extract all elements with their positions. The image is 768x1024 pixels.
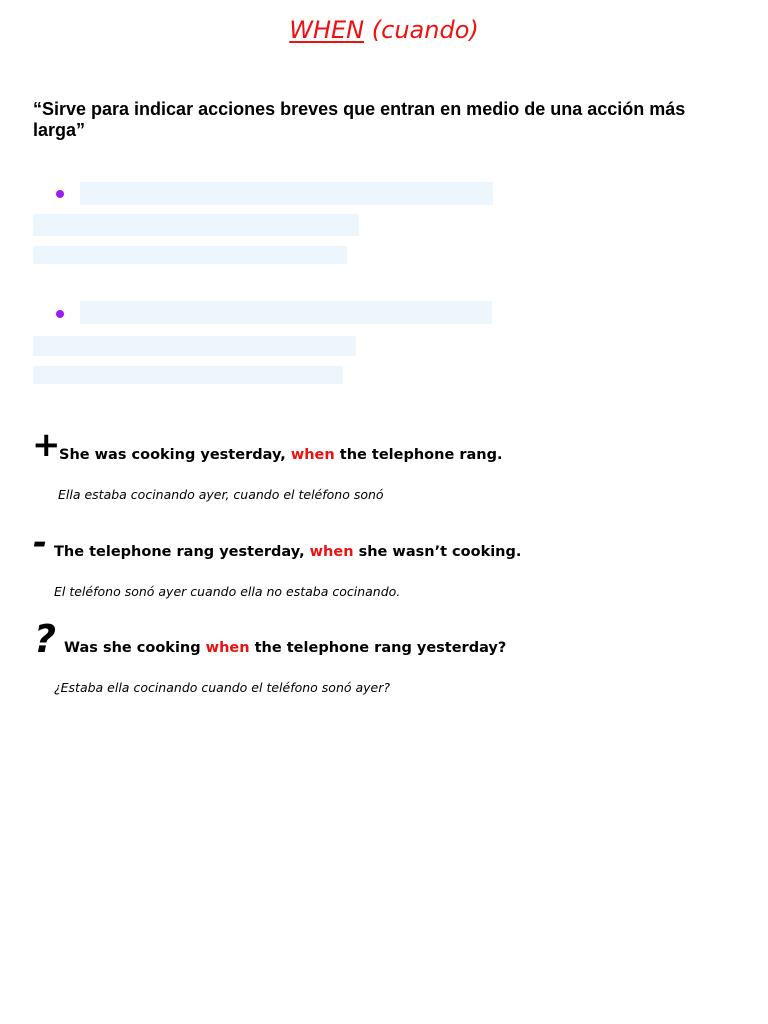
page-title [0,16,768,44]
bullet-point [56,190,64,198]
title-keyword: WHEN [289,16,365,44]
example-text: The telephone rang yesterday, [54,544,310,560]
keyword-when: when [205,640,250,656]
bullet-point [56,310,64,318]
definition-quote: “Sirve para indicar acciones breves que entran en medio de una acción más larga” [33,99,686,140]
negative-translation: El teléfono sonó ayer cuando ella no estaba cocinando. [54,584,401,599]
blank-placeholder [33,246,347,264]
negative-example [54,543,521,561]
example-text: She was cooking yesterday, [59,447,291,463]
blank-placeholder [80,301,492,324]
example-text: the telephone rang yesterday? [249,640,507,656]
blank-placeholder [33,366,343,384]
plus-sign: + [32,425,61,465]
keyword-when: when [309,544,354,560]
affirmative-example [59,446,503,464]
example-text: she wasn’t cooking. [353,544,522,560]
blank-placeholder [33,214,359,236]
blank-placeholder [33,336,356,356]
interrogative-translation: ¿Estaba ella cocinando cuando el teléfono sonó ayer? [54,680,391,695]
affirmative-translation: Ella estaba cocinando ayer, cuando el teléfono sonó [58,487,384,502]
example-text: the telephone rang. [334,447,503,463]
title-translation: (cuando) [371,16,479,44]
interrogative-example [64,639,506,657]
question-sign: ? [34,617,57,661]
keyword-when: when [290,447,335,463]
blank-placeholder [80,182,493,205]
minus-sign: - [33,523,48,563]
example-text: Was she cooking [64,640,206,656]
